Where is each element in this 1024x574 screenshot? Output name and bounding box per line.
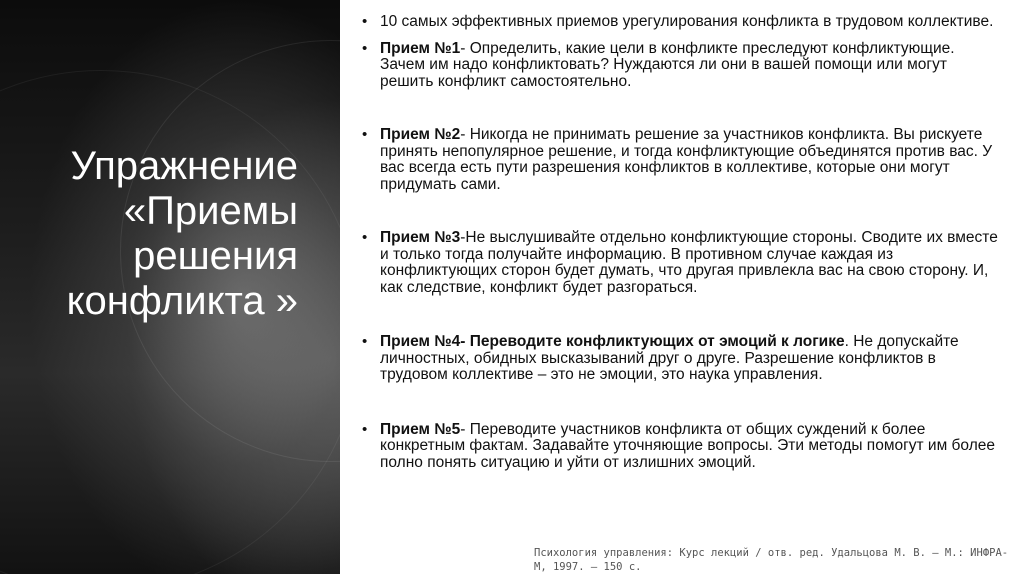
technique-label: Прием №4 <box>380 333 461 350</box>
technique-item <box>362 422 1002 472</box>
intro-bullet <box>362 14 1002 31</box>
technique-item <box>362 41 1002 91</box>
technique-text: - Определить, какие цели в конфликте преследуют конфликтующие. Зачем им надо конфликтовать? Нуждаются ли они в вашей помощи или могут решить конфликт самостоятельно. <box>380 39 955 90</box>
title-line: решения <box>133 234 298 278</box>
content-list <box>362 14 1002 471</box>
technique-item <box>362 230 1002 296</box>
technique-text: - Переводите участников конфликта от общих суждений к более конкретным фактам. Задавайте уточняющие вопросы. Эти методы помогут им более полно понять ситуацию и уйти от излишних эмоций. <box>380 420 995 471</box>
technique-label: Прием №2 <box>380 126 461 143</box>
title-line: Упражнение <box>70 144 298 188</box>
technique-label: Прием №3 <box>380 229 461 246</box>
source-footnote: Психология управления: Курс лекций / отв. ред. Удальцова М. В. — М.: ИНФРА-М, 1997. — 150 с. <box>534 547 1009 573</box>
title-line: «Приемы <box>123 189 298 233</box>
technique-text: . Не допускайте личностных, обидных высказываний друг о друге. Разрешение конфликтов в трудовом коллективе – это не эмоции, это наука управления. <box>380 333 959 383</box>
technique-text: -Не выслушивайте отдельно конфликтующие стороны. Сводите их вместе и только тогда получайте информацию. В противном случае каждая из конфликтующих сторон будет думать, что другая привлекла вас на свою сторону. И, как следствие, конфликт будет разгораться. <box>380 229 998 296</box>
technique-text: - Никогда не принимать решение за участников конфликта. Вы рискуете принять непопулярное решение, и тогда конфликтующие объединятся против вас. У вас всегда есть пути разрешения конфликтов в коллективе, которые они могут придумать сами. <box>380 126 993 193</box>
title-line: конфликта » <box>66 279 298 323</box>
technique-item <box>362 334 1002 384</box>
title-panel <box>0 0 340 574</box>
technique-label: Прием №5 <box>380 420 461 438</box>
technique-emphasis: - Переводите конфликтующих от эмоций к логике <box>460 333 845 350</box>
slide-title <box>8 144 298 324</box>
technique-item <box>362 127 1002 193</box>
technique-label: Прием №1 <box>380 39 461 57</box>
intro-text: 10 самых эффективных приемов урегулирования конфликта в трудовом коллективе. <box>380 13 994 30</box>
